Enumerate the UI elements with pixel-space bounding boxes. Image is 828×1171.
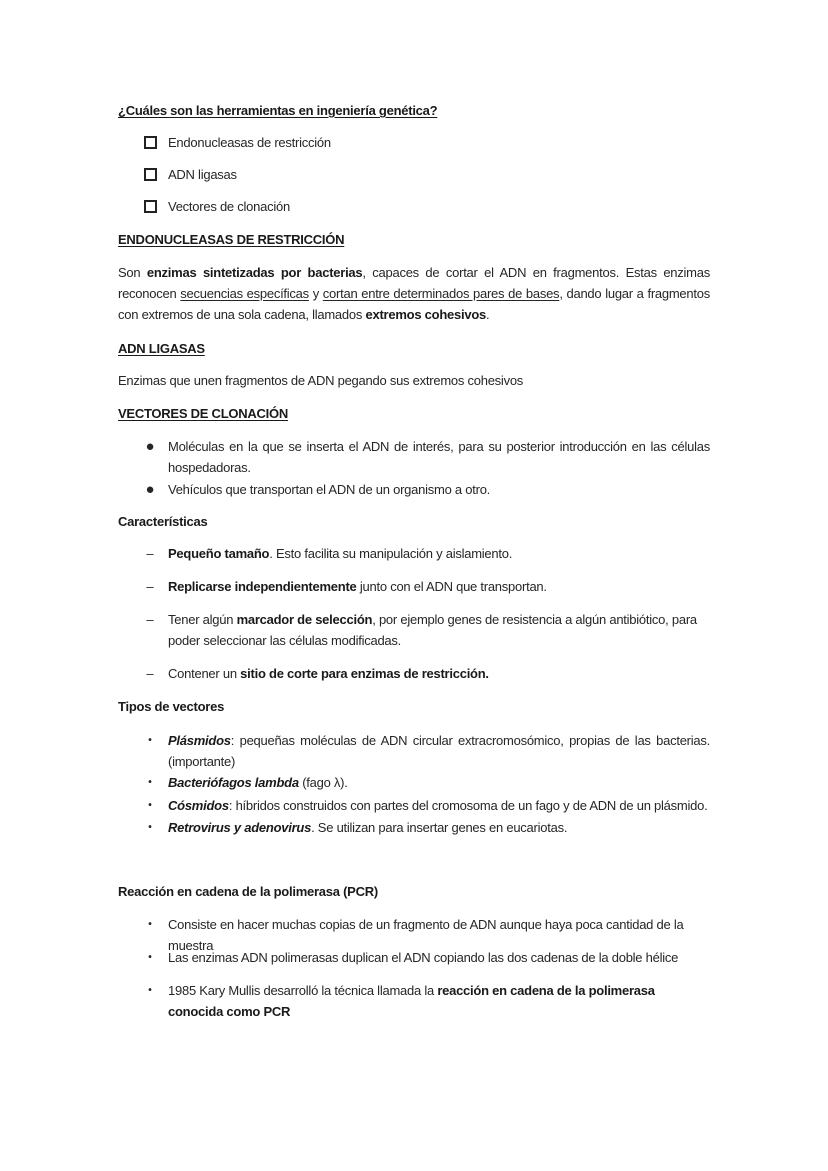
dot-icon: • xyxy=(148,800,152,811)
dash-icon: – xyxy=(146,546,154,561)
dot-icon: • xyxy=(148,985,152,996)
dash-icon: – xyxy=(146,666,154,681)
vector-types-heading: Tipos de vectores xyxy=(118,699,225,714)
dash-icon: – xyxy=(146,612,154,627)
checkbox-icon xyxy=(142,196,158,219)
bullet-icon: ● xyxy=(145,438,155,455)
question-title: ¿Cuáles son las herramientas en ingeniería genética? xyxy=(118,103,438,118)
vector-type-item: Bacteriófagos lambda (fago λ). xyxy=(168,775,348,790)
dot-icon: • xyxy=(148,735,152,746)
characteristics-heading: Características xyxy=(118,514,208,529)
characteristic-item: Tener algún marcador de selección, por ejemplo genes de resistencia a algún antibiótico, para poder seleccionar las células modificadas. xyxy=(168,612,697,648)
characteristic-item: Replicarse independientemente junto con el ADN que transportan. xyxy=(168,579,547,594)
pcr-item: 1985 Kary Mullis desarrolló la técnica llamada la reacción en cadena de la polimerasa conocida como PCR xyxy=(168,983,655,1019)
pcr-item: Consiste en hacer muchas copias de un fragmento de ADN aunque haya poca cantidad de la muestra xyxy=(168,917,684,953)
dot-icon: • xyxy=(148,822,152,833)
endonucleasas-paragraph: Son enzimas sintetizadas por bacterias, capaces de cortar el ADN en fragmentos. Estas enzimas reconocen secuencias específicas y cortan entre determinados pares de bases, dando lugar a fragmentos con extremos de una sola cadena, llamados extremos cohesivos. xyxy=(118,265,710,322)
checkbox-icon xyxy=(142,164,158,187)
bullet-icon: ● xyxy=(145,481,155,498)
tool-item: Vectores de clonación xyxy=(168,199,290,214)
dot-icon: • xyxy=(148,777,152,788)
dash-icon: – xyxy=(146,579,154,594)
vector-item: Vehículos que transportan el ADN de un organismo a otro. xyxy=(168,482,491,497)
section-heading-vectores: VECTORES DE CLONACIÓN xyxy=(118,406,289,421)
vector-type-item: Plásmidos: pequeñas moléculas de ADN circular extracromosómico, propias de las bacterias. (importante) xyxy=(168,733,710,769)
characteristic-item: Pequeño tamaño. Esto facilita su manipulación y aislamiento. xyxy=(168,546,513,561)
pcr-heading: Reacción en cadena de la polimerasa (PCR) xyxy=(118,884,378,899)
tool-item: Endonucleasas de restricción xyxy=(168,135,331,150)
dot-icon: • xyxy=(148,919,152,930)
section-heading-endonucleasas: ENDONUCLEASAS DE RESTRICCIÓN xyxy=(118,232,345,247)
checkbox-icon xyxy=(142,132,158,155)
section-heading-ligasas: ADN LIGASAS xyxy=(118,341,205,356)
pcr-item: Las enzimas ADN polimerasas duplican el ADN copiando las dos cadenas de la doble hélice xyxy=(168,950,679,965)
vector-item: Moléculas en la que se inserta el ADN de interés, para su posterior introducción en las células hospedadoras. xyxy=(168,439,710,475)
vector-type-item: Cósmidos: híbridos construidos con partes del cromosoma de un fago y de ADN de un plásmido. xyxy=(168,798,708,813)
ligasas-text: Enzimas que unen fragmentos de ADN pegando sus extremos cohesivos xyxy=(118,373,524,388)
characteristic-item: Contener un sitio de corte para enzimas de restricción. xyxy=(168,666,489,681)
vector-type-item: Retrovirus y adenovirus. Se utilizan para insertar genes en eucariotas. xyxy=(168,820,568,835)
dot-icon: • xyxy=(148,952,152,963)
tool-item: ADN ligasas xyxy=(168,167,237,182)
